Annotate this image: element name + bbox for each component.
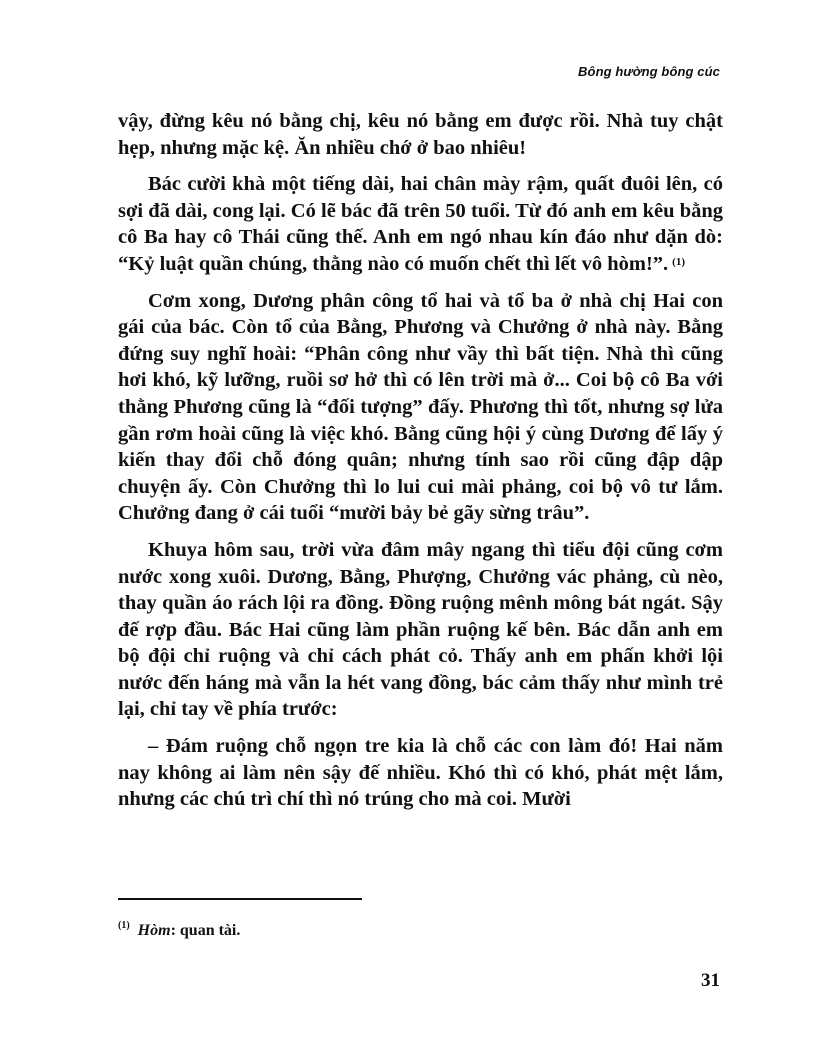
running-header: Bông hường bông cúc: [578, 64, 720, 79]
paragraph-text: Khuya hôm sau, trời vừa đâm mây ngang thì tiểu đội cũng cơm nước xong xuôi. Dương, Bằng, Phượng, Chưởng vác phảng, cù nèo, thay quần áo rách lội ra đồng. Đồng ruộng mênh mông bát ngát. Sậy đế rợp đầu. Bác Hai cũng làm phần ruộng kế bên. Bác dẫn anh em bộ đội chỉ ruộng và chỉ cách phát cỏ. Thấy anh em phấn khởi lội nước đến háng mà vẫn la hét vang đồng, bác cảm thấy như mình trẻ lại, chỉ tay về phía trước:: [118, 538, 723, 721]
paragraph: [118, 171, 723, 277]
body-text: [118, 108, 723, 813]
paragraph: [118, 108, 723, 161]
footnote-reference: (1): [672, 255, 685, 268]
page-number: 31: [701, 970, 720, 991]
paragraph: [118, 733, 723, 813]
paragraph: [118, 288, 723, 527]
footnote-definition: : quan tài.: [170, 922, 241, 939]
footnote-divider: [118, 898, 362, 900]
paragraph-text: Bác cười khà một tiếng dài, hai chân mày rậm, quất đuôi lên, có sợi đã dài, cong lại. Có lẽ bác đã trên 50 tuổi. Từ đó anh em kêu bằng cô Ba hay cô Thái cũng thế. Anh em ngó nhau kín đáo như dặn dò: “Kỷ luật quần chúng, thằng nào có muốn chết thì lết vô hòm!”.: [118, 173, 723, 275]
footnote-marker: (1): [118, 920, 130, 931]
footnote: [118, 922, 240, 940]
paragraph: [118, 537, 723, 723]
footnote-term: Hòm: [137, 922, 171, 939]
paragraph-text: vậy, đừng kêu nó bằng chị, kêu nó bằng em được rồi. Nhà tuy chật hẹp, nhưng mặc kệ. Ăn nhiều chớ ở bao nhiêu!: [118, 110, 723, 159]
paragraph-text: – Đám ruộng chỗ ngọn tre kia là chỗ các con làm đó! Hai năm nay không ai làm nên sậy đế nhiều. Khó thì có khó, phát mệt lắm, nhưng các chú trì chí thì nó trúng cho mà coi. Mười: [118, 735, 723, 811]
paragraph-text: Cơm xong, Dương phân công tổ hai và tổ ba ở nhà chị Hai con gái của bác. Còn tổ của Bằng, Phương và Chưởng ở nhà này. Bằng đứng suy nghĩ hoài: “Phân công như vầy thì bất tiện. Nhà thì cũng hơi khó, kỹ lưỡng, ruồi sơ hở thì có lên trời mà ở... Coi bộ cô Ba với thằng Phương cũng là “đối tượng” đấy. Phương thì tốt, nhưng sợ lửa gần rơm hoài cũng là việc khó. Bằng cũng hội ý cùng Dương để lấy ý kiến thay đổi chỗ đóng quân; nhưng tính sao rồi cũng đập dập chuyện ấy. Còn Chưởng thì lo lui cui mài phảng, coi bộ vô tư lắm. Chưởng đang ở cái tuổi “mười bảy bẻ gãy sừng trâu”.: [118, 289, 723, 525]
